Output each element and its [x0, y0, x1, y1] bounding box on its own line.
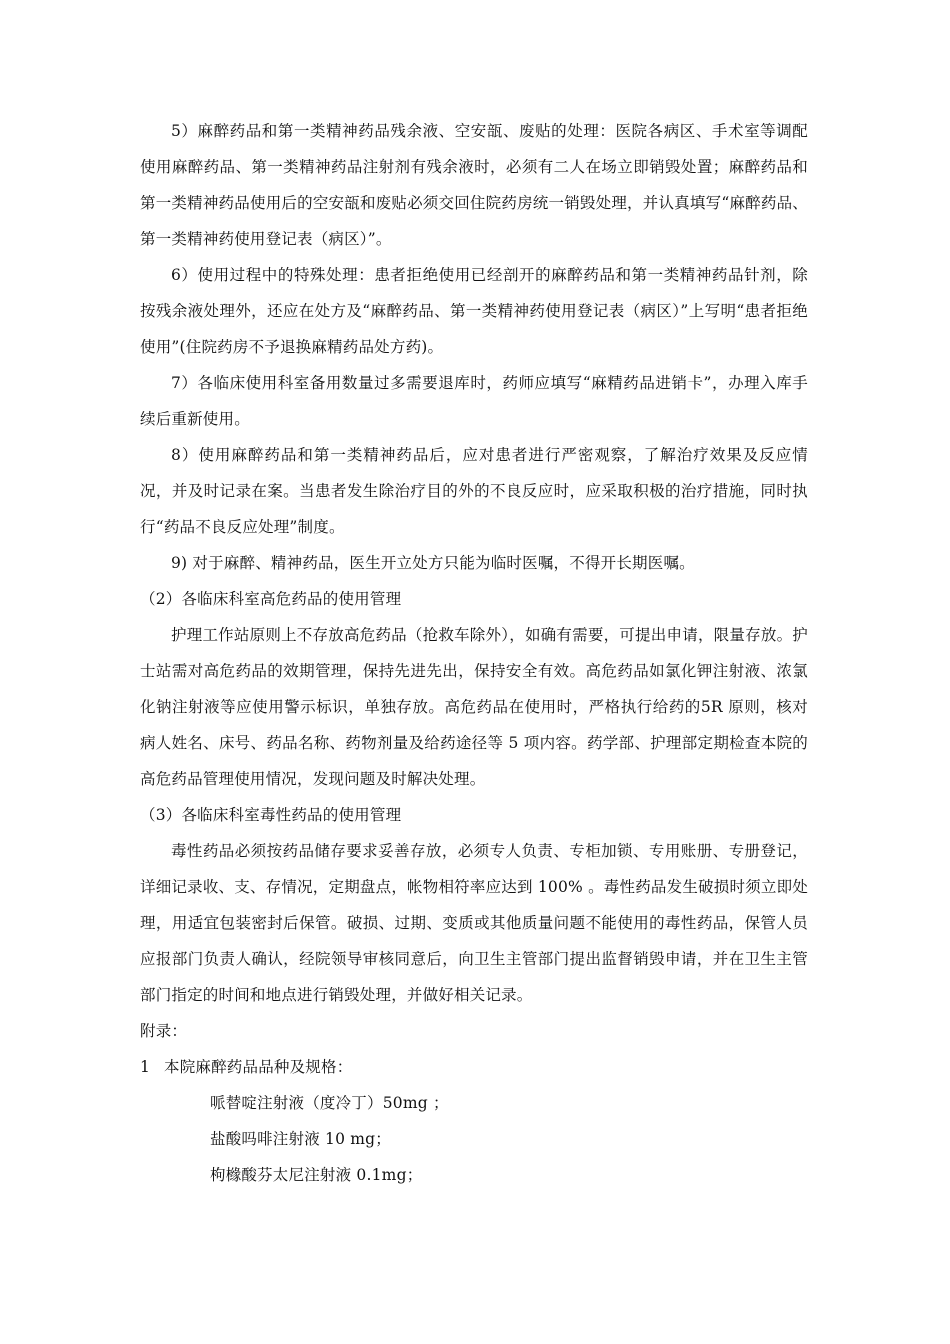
appendix-list-item	[140, 1049, 808, 1085]
section-heading-toxic-drugs: （3）各临床科室毒性药品的使用管理	[140, 806, 402, 824]
appendix-label: 附录：	[140, 1022, 188, 1040]
paragraph-item-8: 8）使用麻醉药品和第一类精神药品后，应对患者进行严密观察，了解治疗效果及反应情况，并及时记录在案。当患者发生除治疗目的外的不良反应时，应采取积极的治疗措施，同时执行“药品不良反应处理”制度。	[140, 446, 808, 536]
paragraph-item-6: 6）使用过程中的特殊处理：患者拒绝使用已经剖开的麻醉药品和第一类精神药品针剂，除按残余液处理外，还应在处方及“麻醉药品、第一类精神药使用登记表（病区）”上写明“患者拒绝使用”(住院药房不予退换麻精药品处方药)。	[140, 266, 808, 356]
paragraph-item-5: 5）麻醉药品和第一类精神药品残余液、空安瓿、废贴的处理：医院各病区、手术室等调配使用麻醉药品、第一类精神药品注射剂有残余液时，必须有二人在场立即销毁处置；麻醉药品和第一类精神药品使用后的空安瓿和废贴必须交回住院药房统一销毁处理，并认真填写“麻醉药品、第一类精神药使用登记表（病区）”。	[140, 122, 808, 248]
section-heading-high-risk-drugs: （2）各临床科室高危药品的使用管理	[140, 590, 402, 608]
paragraph-item-7: 7）各临床使用科室备用数量过多需要退库时，药师应填写“麻精药品进销卡”，办理入库手续后重新使用。	[140, 374, 808, 428]
drug-list-item: 哌替啶注射液（度冷丁）50mg ；	[210, 1094, 449, 1112]
appendix-item-title: 本院麻醉药品品种及规格：	[164, 1058, 353, 1076]
appendix-item-number: 1	[140, 1058, 151, 1076]
section-body-toxic-drugs: 毒性药品必须按药品储存要求妥善存放，必须专人负责、专柜加锁、专用账册、专册登记，详细记录收、支、存情况，定期盘点，帐物相符率应达到 100% 。毒性药品发生破损时须立即处理，用适宜包装密封后保管。破损、过期、变质或其他质量问题不能使用的毒性药品，保管人员应报部门负责人确认，经院领导审核同意后，向卫生主管部门提出监督销毁申请，并在卫生主管部门指定的时间和地点进行销毁处理，并做好相关记录。	[140, 842, 808, 1004]
drug-list-item: 盐酸吗啡注射液 10 mg；	[210, 1130, 391, 1148]
drug-list-item: 枸橼酸芬太尼注射液 0.1mg；	[210, 1166, 423, 1184]
document-body	[140, 113, 808, 1193]
paragraph-item-9: 9) 对于麻醉、精神药品，医生开立处方只能为临时医嘱，不得开长期医嘱。	[171, 554, 695, 572]
section-body-high-risk-drugs: 护理工作站原则上不存放高危药品（抢救车除外），如确有需要，可提出申请，限量存放。护士站需对高危药品的效期管理，保持先进先出，保持安全有效。高危药品如氯化钾注射液、浓氯化钠注射液等应使用警示标识，单独存放。高危药品在使用时，严格执行给药的5R 原则，核对病人姓名、床号、药品名称、药物剂量及给药途径等 5 项内容。药学部、护理部定期检查本院的高危药品管理使用情况，发现问题及时解决处理。	[140, 626, 808, 788]
